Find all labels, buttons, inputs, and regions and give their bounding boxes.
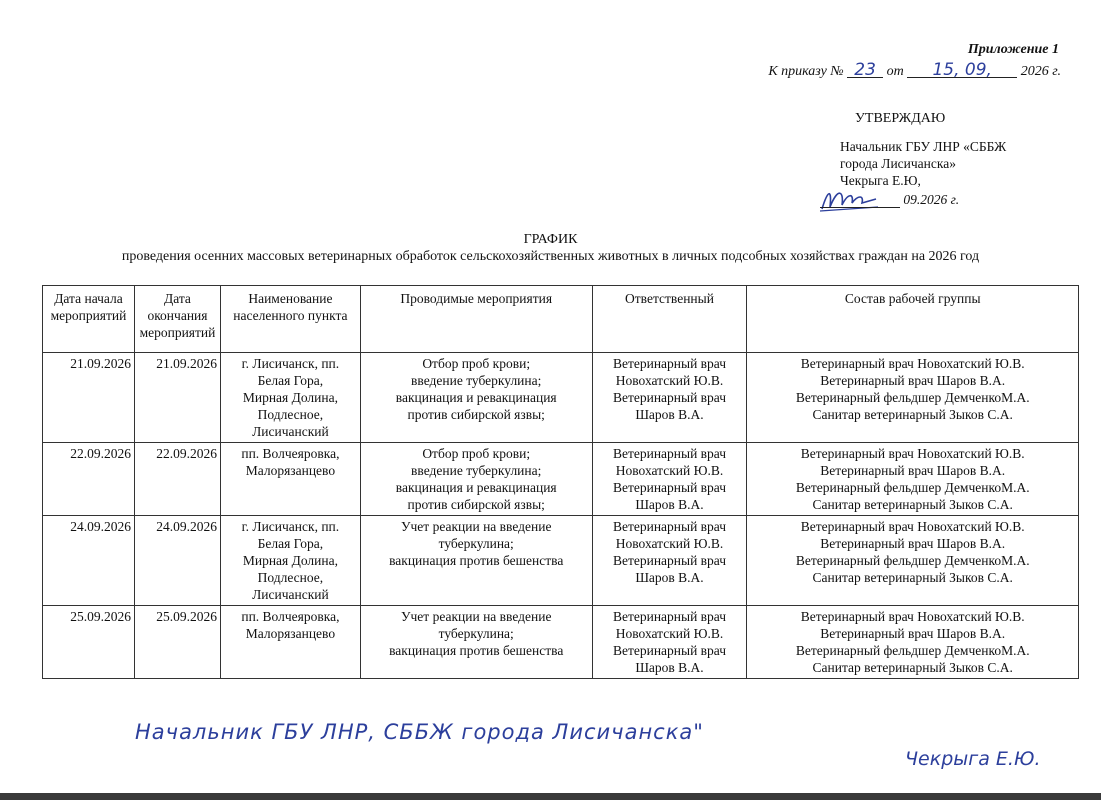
header-locality: Наименование населенного пункта <box>220 286 360 353</box>
row-team <box>747 516 1079 606</box>
responsible-line: Ветеринарный врач <box>612 643 727 658</box>
header-start-date: Дата начала мероприятий <box>43 286 135 353</box>
approval-date-blank <box>820 193 900 208</box>
measure-line: Отбор проб крови; <box>422 446 531 461</box>
team-line: Санитар ветеринарный Зыков С.А. <box>812 570 1013 585</box>
measure-line: туберкулина; <box>438 536 514 551</box>
responsible-line: Ветеринарный врач <box>612 480 727 495</box>
measure-line: против сибирской язвы; <box>407 407 545 422</box>
row-responsible <box>592 443 747 516</box>
schedule-table <box>42 285 1079 679</box>
row-start-date: 24.09.2026 <box>43 516 135 606</box>
header-responsible: Ответственный <box>592 286 747 353</box>
table-row <box>43 443 1079 516</box>
team-line: Санитар ветеринарный Зыков С.А. <box>812 497 1013 512</box>
row-locality <box>220 443 360 516</box>
table-row <box>43 353 1079 443</box>
measure-line: вакцинация против бешенства <box>389 553 564 568</box>
row-responsible <box>592 516 747 606</box>
team-line: Ветеринарный врач Шаров В.А. <box>820 463 1006 478</box>
order-year: 2026 г. <box>1020 64 1061 79</box>
row-measures <box>360 443 592 516</box>
team-line: Санитар ветеринарный Зыков С.А. <box>812 660 1013 675</box>
approver-block <box>840 138 1006 189</box>
team-line: Ветеринарный врач Шаров В.А. <box>820 373 1006 388</box>
document-title <box>0 231 1101 265</box>
approval-title: УТВЕРЖДАЮ <box>855 111 946 126</box>
locality-line: Подлесное, <box>257 407 324 422</box>
scan-edge <box>0 793 1101 800</box>
measure-line: против сибирской язвы; <box>407 497 545 512</box>
locality-line: Малорязанцево <box>245 463 336 478</box>
header-measures: Проводимые мероприятия <box>360 286 592 353</box>
team-line: Ветеринарный врач Новохатский Ю.В. <box>800 519 1025 534</box>
responsible-line: Шаров В.А. <box>635 497 704 512</box>
row-locality <box>220 606 360 679</box>
document-title-sub: проведения осенних массовых ветеринарных обработок сельскохозяйственных животных в личных подсобных хозяйствах граждан на 2026 год <box>121 249 980 264</box>
row-start-date: 25.09.2026 <box>43 606 135 679</box>
row-start-date: 21.09.2026 <box>43 353 135 443</box>
row-end-date: 25.09.2026 <box>134 606 220 679</box>
team-line: Ветеринарный врач Шаров В.А. <box>820 626 1006 641</box>
approver-line-1: Начальник ГБУ ЛНР «СББЖ <box>840 139 1007 154</box>
team-line: Ветеринарный фельдшер ДемченкоМ.А. <box>795 643 1030 658</box>
approval-date-suffix: 09.2026 г. <box>903 192 960 207</box>
row-measures <box>360 516 592 606</box>
approval-date <box>820 192 959 208</box>
approver-line-2: города Лисичанска» <box>840 156 956 171</box>
row-end-date: 21.09.2026 <box>134 353 220 443</box>
handwritten-note: Начальник ГБУ ЛНР, СББЖ города Лисичанска" <box>135 720 704 744</box>
handwritten-name: Чекрыга Е.Ю. <box>905 748 1041 770</box>
row-locality <box>220 353 360 443</box>
table-row <box>43 516 1079 606</box>
header-team: Состав рабочей группы <box>747 286 1079 353</box>
locality-line: Лисичанский <box>252 587 329 602</box>
responsible-line: Новохатский Ю.В. <box>615 463 724 478</box>
locality-line: Белая Гора, <box>257 373 324 388</box>
measure-line: Учет реакции на введение <box>400 609 552 624</box>
team-line: Ветеринарный врач Новохатский Ю.В. <box>800 609 1025 624</box>
team-line: Санитар ветеринарный Зыков С.А. <box>812 407 1013 422</box>
team-line: Ветеринарный фельдшер ДемченкоМ.А. <box>795 390 1030 405</box>
row-team <box>747 443 1079 516</box>
locality-line: пп. Волчеяровка, <box>241 446 340 461</box>
responsible-line: Шаров В.А. <box>635 570 704 585</box>
document-title-main: ГРАФИК <box>523 232 578 247</box>
responsible-line: Шаров В.А. <box>635 407 704 422</box>
row-start-date: 22.09.2026 <box>43 443 135 516</box>
appendix-label: Приложение 1 <box>967 42 1059 57</box>
locality-line: г. Лисичанск, пп. <box>241 356 340 371</box>
responsible-line: Ветеринарный врач <box>612 519 727 534</box>
team-line: Ветеринарный врач Новохатский Ю.В. <box>800 446 1025 461</box>
row-locality <box>220 516 360 606</box>
measure-line: вакцинация и ревакцинация <box>395 480 557 495</box>
team-line: Ветеринарный фельдшер ДемченкоМ.А. <box>795 553 1030 568</box>
measure-line: Отбор проб крови; <box>422 356 531 371</box>
responsible-line: Шаров В.А. <box>635 660 704 675</box>
responsible-line: Ветеринарный врач <box>612 609 727 624</box>
row-responsible <box>592 606 747 679</box>
responsible-line: Ветеринарный врач <box>612 356 727 371</box>
responsible-line: Новохатский Ю.В. <box>615 626 724 641</box>
locality-line: Мирная Долина, <box>242 553 338 568</box>
measure-line: туберкулина; <box>438 626 514 641</box>
responsible-line: Новохатский Ю.В. <box>615 536 724 551</box>
row-measures <box>360 606 592 679</box>
responsible-line: Новохатский Ю.В. <box>615 373 724 388</box>
table-header-row <box>43 286 1079 353</box>
table-row <box>43 606 1079 679</box>
locality-line: Малорязанцево <box>245 626 336 641</box>
row-team <box>747 353 1079 443</box>
locality-line: г. Лисичанск, пп. <box>241 519 340 534</box>
measure-line: вакцинация против бешенства <box>389 643 564 658</box>
row-end-date: 22.09.2026 <box>134 443 220 516</box>
order-prefix: К приказу № <box>768 64 844 79</box>
measure-line: введение туберкулина; <box>411 373 542 388</box>
row-end-date: 24.09.2026 <box>134 516 220 606</box>
team-line: Ветеринарный врач Шаров В.А. <box>820 536 1006 551</box>
responsible-line: Ветеринарный врач <box>612 553 727 568</box>
order-reference <box>768 60 1061 80</box>
responsible-line: Ветеринарный врач <box>612 446 727 461</box>
locality-line: Лисичанский <box>252 424 329 439</box>
order-from: от <box>886 64 904 79</box>
responsible-line: Ветеринарный врач <box>612 390 727 405</box>
measure-line: введение туберкулина; <box>411 463 542 478</box>
order-date: 15, 09, <box>907 63 1017 78</box>
approver-line-3: Чекрыга Е.Ю, <box>840 173 921 188</box>
row-measures <box>360 353 592 443</box>
measure-line: вакцинация и ревакцинация <box>395 390 557 405</box>
locality-line: Мирная Долина, <box>242 390 338 405</box>
row-responsible <box>592 353 747 443</box>
measure-line: Учет реакции на введение <box>400 519 552 534</box>
row-team <box>747 606 1079 679</box>
locality-line: Подлесное, <box>257 570 324 585</box>
locality-line: пп. Волчеяровка, <box>241 609 340 624</box>
header-end-date: Дата окончания мероприятий <box>134 286 220 353</box>
order-number: 23 <box>847 63 883 78</box>
team-line: Ветеринарный врач Новохатский Ю.В. <box>800 356 1025 371</box>
locality-line: Белая Гора, <box>257 536 324 551</box>
team-line: Ветеринарный фельдшер ДемченкоМ.А. <box>795 480 1030 495</box>
